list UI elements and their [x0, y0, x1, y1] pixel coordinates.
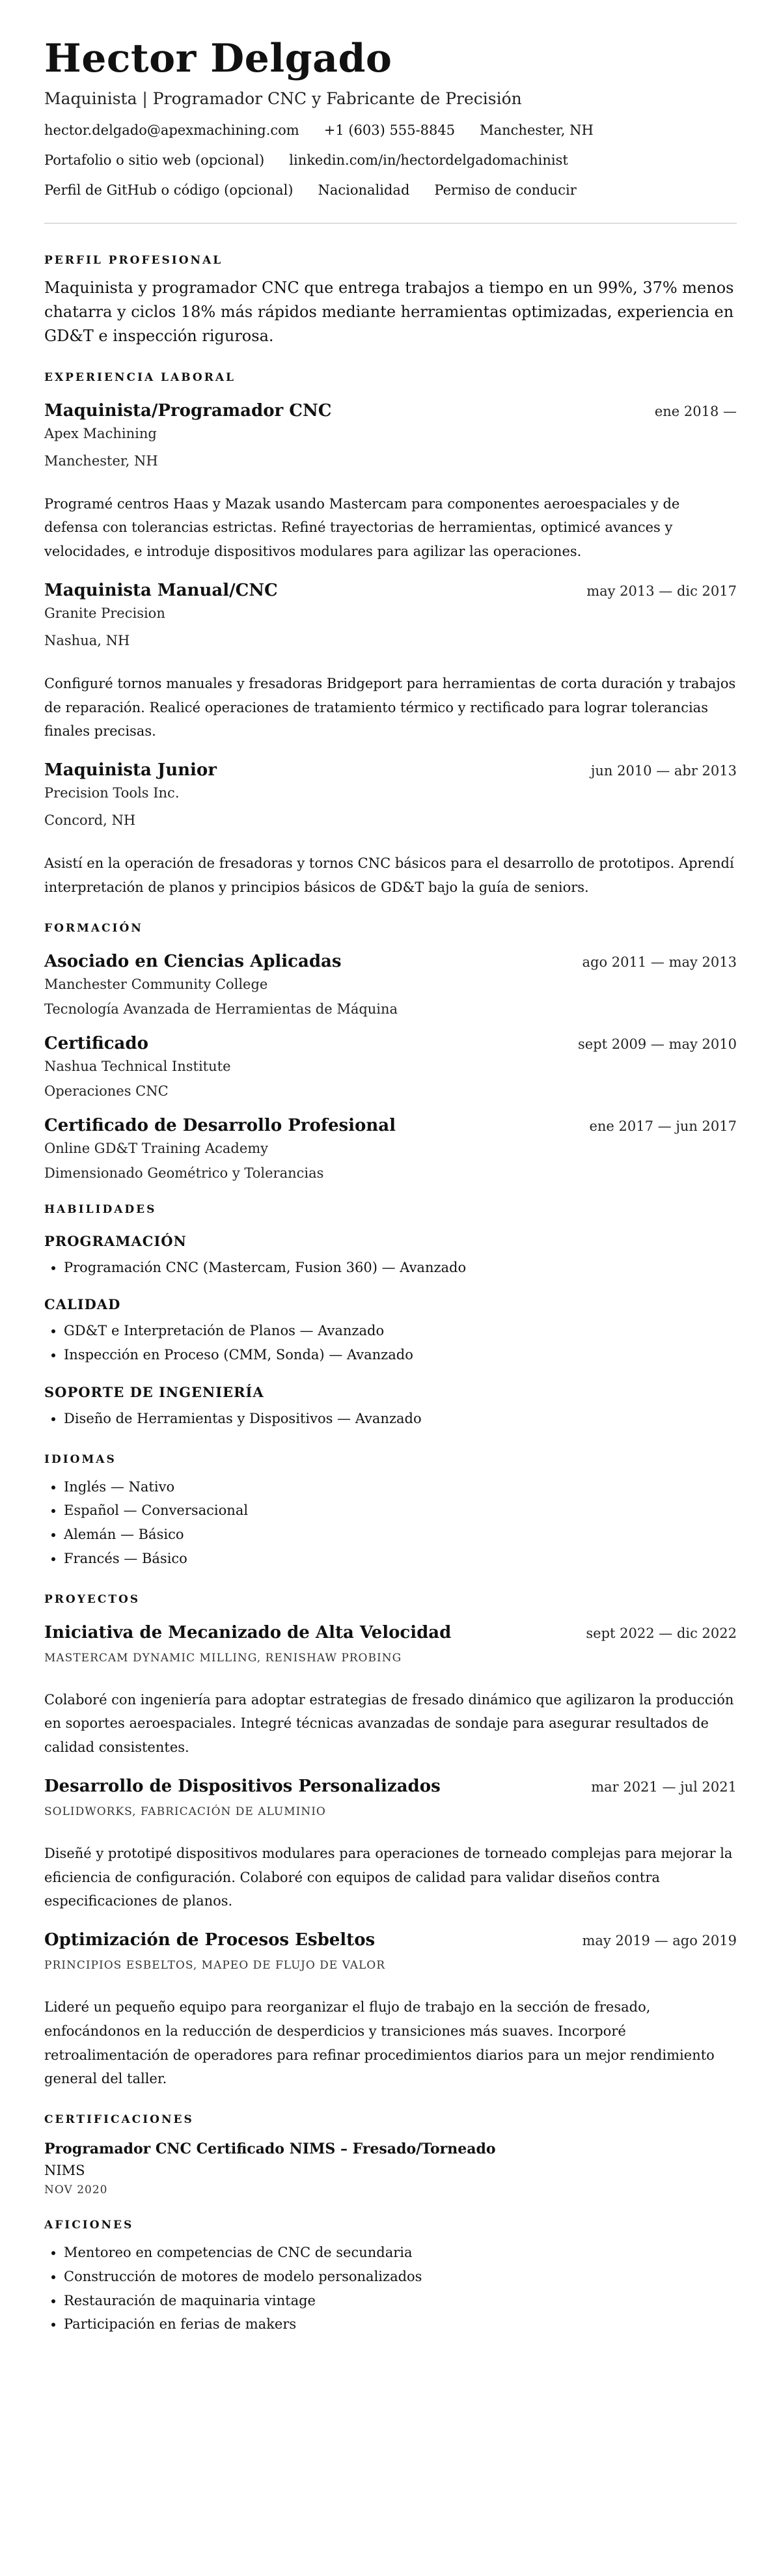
contact-row [44, 122, 737, 138]
project-technologies: PRINCIPIOS ESBELTOS, MAPEO DE FLUJO DE VALOR [44, 1959, 386, 1973]
driving-license: Permiso de conducir [434, 182, 577, 198]
experience-entry [44, 760, 737, 900]
education-dates: sept 2009 — may 2010 [578, 1036, 737, 1052]
languages-section [44, 1453, 737, 1571]
skill-list [44, 1407, 737, 1431]
language-item: • Alemán — Básico [64, 1523, 737, 1547]
degree-title: Certificado de Desarrollo Profesional [44, 1115, 396, 1135]
job-description: Asistí en la operación de fresadoras y tornos CNC básicos para el desarrollo de prototipos. Aprendí interpretación de planos y principios básicos de GD&T bajo la guía de seniors. [44, 855, 734, 895]
skill-group-title: CALIDAD [44, 1296, 121, 1313]
project-name: Iniciativa de Mecanizado de Alta Velocidad [44, 1622, 452, 1642]
section-title: IDIOMAS [44, 1452, 116, 1466]
degree-title: Certificado [44, 1033, 148, 1053]
field-of-study: Tecnología Avanzada de Herramientas de Máquina [44, 1001, 398, 1017]
certifications-section [44, 2113, 737, 2196]
skill-group-title: SOPORTE DE INGENIERÍA [44, 1383, 264, 1400]
summary-section [44, 254, 737, 349]
summary-text: Maquinista y programador CNC que entrega trabajos a tiempo en un 99%, 37% menos chatarra y ciclos 18% más rápidos mediante herramientas optimizadas, experiencia en GD&T e inspección rigurosa. [44, 279, 734, 346]
section-title: CERTIFICACIONES [44, 2113, 194, 2127]
language-item: • Francés — Básico [64, 1547, 737, 1571]
hobby-list [44, 2241, 737, 2336]
language-item: • Inglés — Nativo [64, 1475, 737, 1499]
institution-name: Nashua Technical Institute [44, 1058, 231, 1074]
field-of-study: Dimensionado Geométrico y Tolerancias [44, 1165, 324, 1181]
project-name: Desarrollo de Dispositivos Personalizados [44, 1776, 441, 1796]
skill-item: • Programación CNC (Mastercam, Fusion 360) — Avanzado [64, 1256, 737, 1280]
project-dates: mar 2021 — jul 2021 [591, 1779, 737, 1795]
job-location: Manchester, NH [44, 452, 158, 469]
company-name: Apex Machining [44, 425, 157, 441]
certification-name: Programador CNC Certificado NIMS – Fresado/Torneado [44, 2140, 496, 2158]
project-entry [44, 1930, 737, 2091]
skill-list [44, 1256, 737, 1280]
education-section [44, 922, 737, 1181]
hobby-item: • Mentoreo en competencias de CNC de secundaria [64, 2241, 737, 2265]
job-location: Nashua, NH [44, 632, 130, 648]
skills-section [44, 1203, 737, 1431]
experience-section [44, 371, 737, 900]
project-entry [44, 1623, 737, 1760]
section-title: AFICIONES [44, 2219, 134, 2232]
job-dates: jun 2010 — abr 2013 [590, 763, 737, 779]
section-title: PERFIL PROFESIONAL [44, 254, 223, 267]
education-dates: ene 2017 — jun 2017 [589, 1118, 737, 1134]
project-description: Lideré un pequeño equipo para reorganizar el flujo de trabajo en la sección de fresado, enfocándonos en la reducción de desperdicios y transiciones más suaves. Incorporé retroalimentación de operadores para refinar procedimientos diarios para un mejor rendimiento general del taller. [44, 1999, 715, 2087]
skill-item: • Diseño de Herramientas y Dispositivos — Avanzado [64, 1407, 737, 1431]
contact-row [44, 182, 737, 198]
section-title: PROYECTOS [44, 1592, 141, 1606]
hobby-item: • Participación en ferias de makers [64, 2312, 737, 2336]
linkedin-link[interactable]: linkedin.com/in/hectordelgadomachinist [289, 152, 568, 168]
job-title: Maquinista/Programador CNC [44, 400, 332, 421]
education-dates: ago 2011 — may 2013 [582, 954, 737, 970]
nationality: Nacionalidad [318, 182, 410, 198]
institution-name: Manchester Community College [44, 976, 268, 992]
location: Manchester, NH [480, 122, 594, 138]
hobby-item: • Restauración de maquinaria vintage [64, 2289, 737, 2313]
education-entry [44, 952, 737, 1017]
project-description: Diseñé y prototipé dispositivos modulares para operaciones de torneado complejas para mejorar la eficiencia de configuración. Colaboré con equipos de calidad para validar diseños contra especificaciones de planos. [44, 1845, 733, 1909]
language-list [44, 1475, 737, 1571]
job-dates: ene 2018 — [654, 403, 737, 419]
section-title: HABILIDADES [44, 1202, 157, 1216]
certification-issuer: NIMS [44, 2163, 85, 2179]
projects-section [44, 1593, 737, 2092]
section-title: FORMACIÓN [44, 921, 143, 935]
project-description: Colaboré con ingeniería para adoptar estrategias de fresado dinámico que agilizaron la producción en soportes aeroespaciales. Integré técnicas avanzadas de sondaje para asegurar resultados de calidad consistentes. [44, 1691, 734, 1756]
job-description: Programé centros Haas y Mazak usando Mastercam para componentes aeroespaciales y de defensa con tolerancias estrictas. Refiné trayectorias de herramientas, optimicé avances y velocidades, e introduje dispositivos modulares para agilizar las operaciones. [44, 495, 680, 560]
education-entry [44, 1116, 737, 1181]
skill-group-title: PROGRAMACIÓN [44, 1232, 187, 1249]
candidate-name: Hector Delgado [44, 36, 392, 81]
job-title: Maquinista Manual/CNC [44, 580, 278, 600]
project-name: Optimización de Procesos Esbeltos [44, 1930, 376, 1950]
resume-header [44, 36, 737, 198]
hobbies-section [44, 2219, 737, 2336]
job-dates: may 2013 — dic 2017 [586, 583, 737, 599]
certification-date: NOV 2020 [44, 2183, 108, 2197]
job-title: Maquinista Junior [44, 760, 217, 781]
experience-entry [44, 581, 737, 743]
project-dates: may 2019 — ago 2019 [582, 1933, 737, 1949]
header-divider [44, 223, 737, 224]
portfolio-link[interactable]: Portafolio o sitio web (opcional) [44, 152, 265, 168]
job-location: Concord, NH [44, 812, 136, 829]
project-technologies: SOLIDWORKS, FABRICACIÓN DE ALUMINIO [44, 1805, 326, 1818]
section-title: EXPERIENCIA LABORAL [44, 370, 236, 384]
github-link[interactable]: Perfil de GitHub o código (opcional) [44, 182, 294, 198]
project-entry [44, 1777, 737, 1913]
hobby-item: • Construcción de motores de modelo personalizados [64, 2265, 737, 2289]
candidate-headline: Maquinista | Programador CNC y Fabricante de Precisión [44, 89, 522, 108]
phone-number[interactable]: +1 (603) 555-8845 [323, 122, 456, 138]
institution-name: Online GD&T Training Academy [44, 1140, 269, 1156]
contact-row [44, 152, 737, 168]
project-technologies: MASTERCAM DYNAMIC MILLING, RENISHAW PROBING [44, 1651, 402, 1665]
skill-item: • Inspección en Proceso (CMM, Sonda) — Avanzado [64, 1343, 737, 1367]
project-dates: sept 2022 — dic 2022 [586, 1625, 737, 1641]
company-name: Precision Tools Inc. [44, 785, 180, 801]
skill-list [44, 1319, 737, 1367]
experience-entry [44, 401, 737, 564]
company-name: Granite Precision [44, 605, 165, 621]
email-link[interactable]: hector.delgado@apexmachining.com [44, 122, 299, 138]
job-description: Configuré tornos manuales y fresadoras Bridgeport para herramientas de corta duración y trabajos de reparación. Realicé operaciones de tratamiento térmico y rectificado para lograr tolerancias finales precisas. [44, 675, 736, 740]
language-item: • Español — Conversacional [64, 1499, 737, 1523]
education-entry [44, 1034, 737, 1099]
skill-item: • GD&T e Interpretación de Planos — Avanzado [64, 1319, 737, 1343]
field-of-study: Operaciones CNC [44, 1083, 169, 1099]
degree-title: Asociado en Ciencias Aplicadas [44, 951, 342, 971]
